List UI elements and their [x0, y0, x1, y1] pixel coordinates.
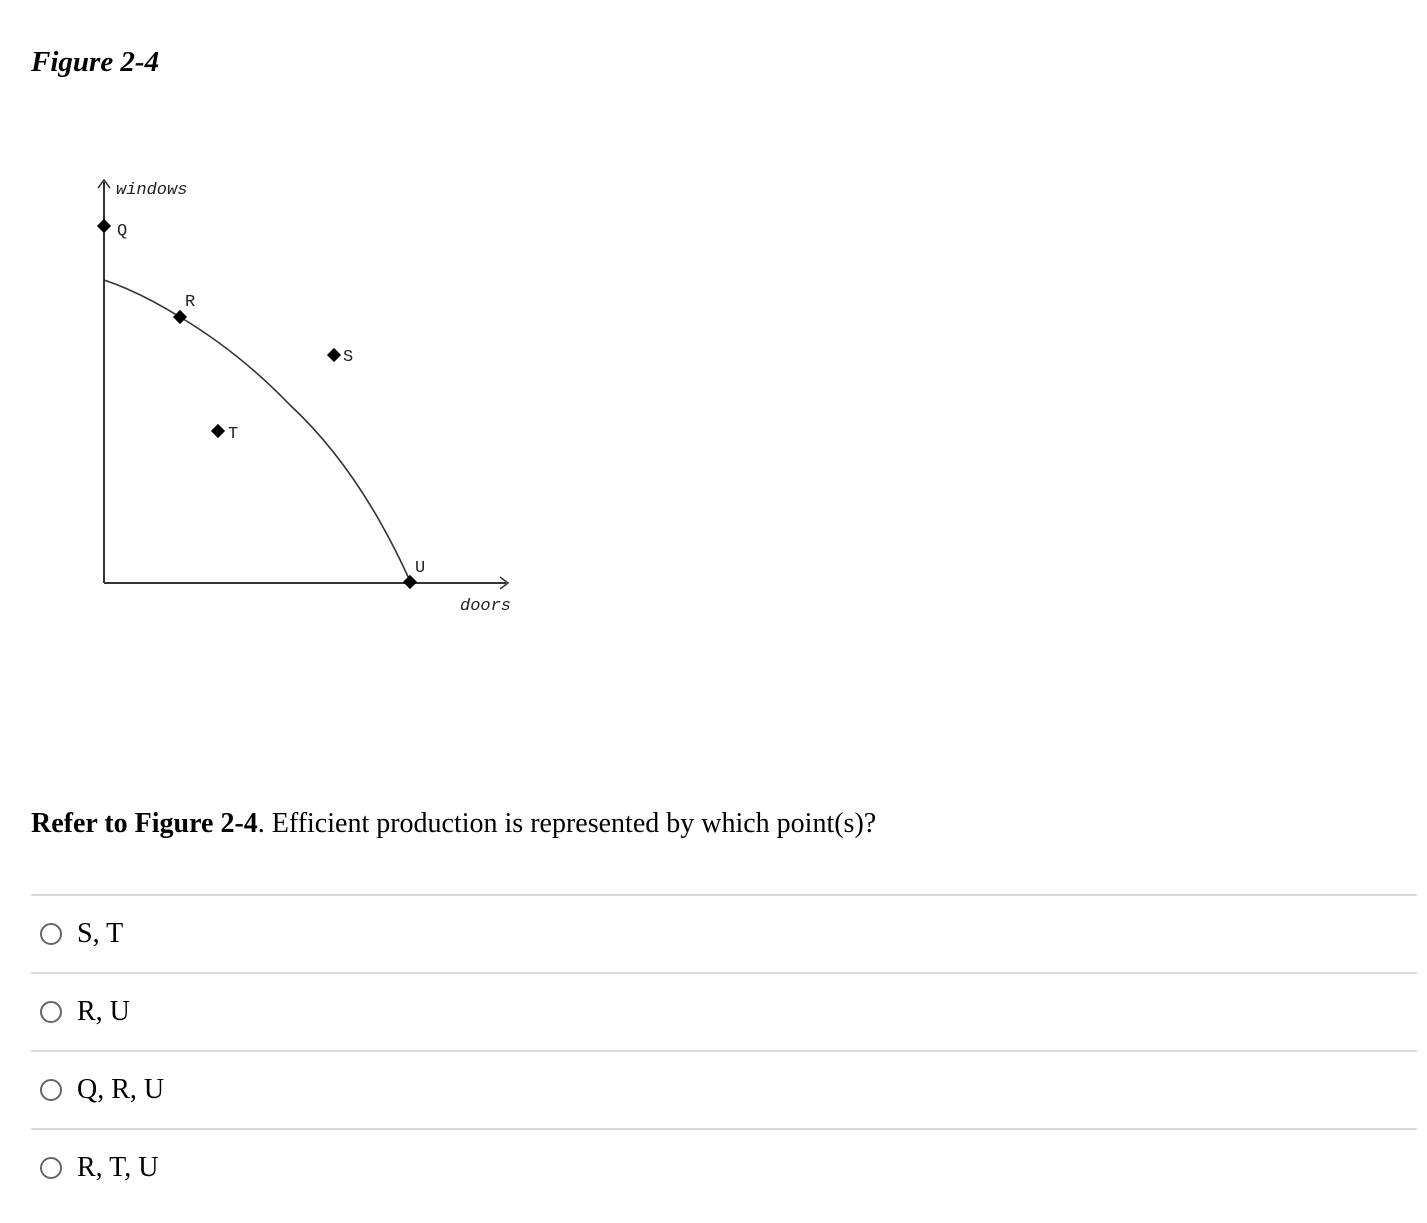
ppf-curve [104, 280, 410, 581]
radio-button-1[interactable] [40, 923, 62, 945]
question-figure-reference: Refer to Figure 2-4 [31, 808, 258, 839]
x-axis-label: doors [460, 597, 512, 616]
radio-button-2[interactable] [40, 1001, 62, 1023]
point-s-label: S [343, 348, 354, 367]
point-q-label: Q [117, 222, 128, 241]
ppf-diagram [0, 0, 560, 650]
figure-title: Figure 2-4 [31, 46, 160, 78]
point-u-label: U [415, 559, 426, 578]
answer-option-2[interactable] [31, 972, 1417, 1050]
answer-options [31, 894, 1417, 1206]
point-r [173, 293, 195, 324]
radio-button-3[interactable] [40, 1079, 62, 1101]
point-s [327, 348, 353, 367]
answer-option-3-label[interactable]: Q, R, U [77, 1074, 165, 1105]
answer-option-3[interactable] [31, 1050, 1417, 1128]
answer-option-1-label[interactable]: S, T [77, 918, 124, 949]
y-axis-label: windows [116, 181, 188, 200]
question-body: . Efficient production is represented by which point(s)? [257, 808, 877, 839]
answer-option-4[interactable] [31, 1128, 1417, 1206]
point-t-label: T [228, 425, 239, 444]
answer-option-2-label[interactable]: R, U [77, 996, 130, 1027]
point-q [97, 219, 127, 241]
point-t [211, 424, 238, 444]
answer-option-4-label[interactable]: R, T, U [77, 1152, 159, 1183]
radio-button-4[interactable] [40, 1157, 62, 1179]
point-r-label: R [185, 293, 196, 312]
answer-option-1[interactable] [31, 894, 1417, 972]
question-text [31, 805, 876, 843]
